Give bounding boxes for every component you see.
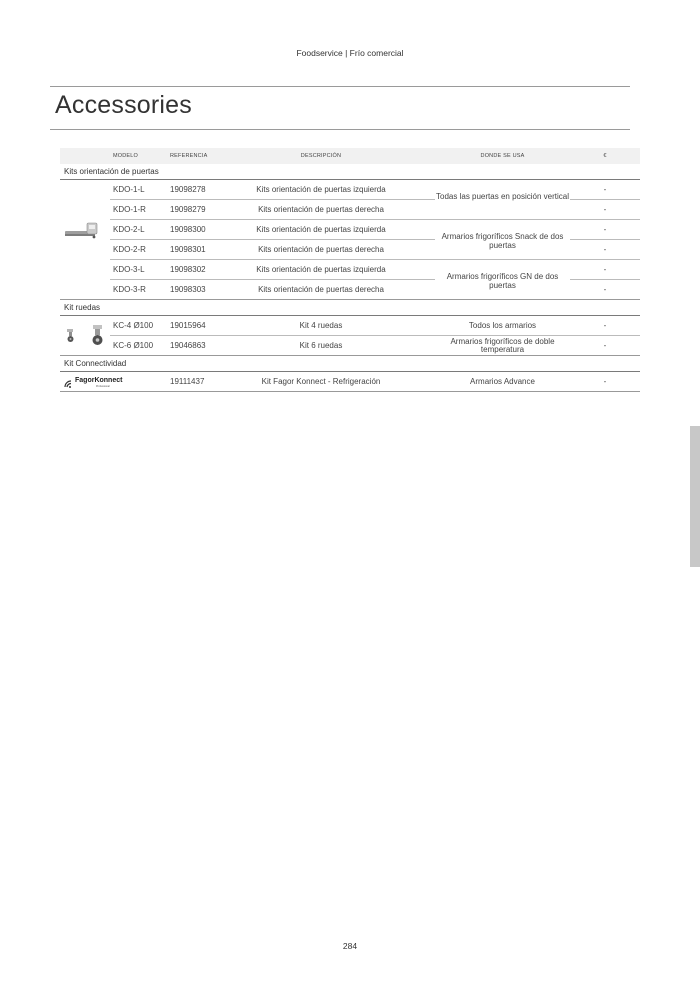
cell-description: Kits orientación de puertas derecha [258,285,384,294]
cell-description: Kits orientación de puertas izquierda [256,185,386,194]
side-section-tab [690,426,700,567]
col-header-model: MODELO [113,153,139,159]
cell-where-merged: Armarios frigoríficos GN de dos puertas [435,273,570,290]
cell-price: - [603,225,607,234]
cell-reference: 19098279 [170,205,206,214]
cell-reference: 19098300 [170,225,206,234]
col-header-where: DONDE SE USA [480,153,525,159]
table-row [60,200,640,220]
wifi-icon [63,377,75,389]
cell-price: - [603,377,607,386]
caster-wheels-image [65,323,105,354]
section-title [60,164,640,180]
cell-model: KDO-2-R [113,245,146,254]
cell-model: KDO-1-R [113,205,146,214]
table-row [60,372,640,392]
cell-where-merged: Armarios frigoríficos Snack de dos puertas [435,233,570,250]
cell-description: Kit Fagor Konnect - Refrigeración [261,377,381,386]
cell-reference: 19098301 [170,245,206,254]
cell-description: Kits orientación de puertas derecha [258,205,384,214]
cell-where: Armarios Advance [470,377,535,386]
page-title: Accessories [55,91,192,119]
cell-model: KDO-3-R [113,285,146,294]
cell-model: KDO-2-L [113,225,145,234]
logo-text: FagorKonnect [75,377,123,384]
cell-model: KC-4 Ø100 [113,321,154,330]
connectivity-group [60,372,640,392]
cell-reference: 19015964 [170,321,206,330]
page-number: 284 [342,941,358,951]
cell-description: Kits orientación de puertas izquierda [256,265,386,274]
cell-description: Kits orientación de puertas izquierda [256,225,386,234]
cell-reference: 19111437 [170,377,205,386]
cell-description: Kit 4 ruedas [299,321,343,330]
cell-price: - [603,265,607,274]
section-title [60,300,640,316]
cell-price: - [603,321,607,330]
cell-reference: 19098302 [170,265,206,274]
cell-price: - [603,285,607,294]
cell-price: - [603,245,607,254]
door-hinge-kit-image [63,218,103,249]
fagor-konnect-logo [63,374,133,390]
header-rule [50,86,630,87]
logo-subtext: Professional [96,385,110,388]
col-header-price: € [603,153,607,159]
running-header: Foodservice | Frío comercial [296,48,404,58]
section-title-text: Kit ruedas [64,303,101,312]
cell-reference: 19098303 [170,285,206,294]
cell-price: - [603,205,607,214]
cell-model: KDO-1-L [113,185,145,194]
cell-price: - [603,341,607,350]
title-rule [50,129,630,130]
col-header-description: DESCRIPCIÓN [300,153,342,159]
table-row [60,336,640,356]
table-header [60,148,640,164]
cell-where: Armarios frigoríficos de doble temperatura [450,337,555,354]
table-row [60,316,640,336]
cell-description: Kits orientación de puertas derecha [258,245,384,254]
cell-model: KDO-3-L [113,265,145,274]
section-title [60,356,640,372]
cell-where-merged: Todas las puertas en posición vertical [436,192,569,201]
accessories-table [60,148,640,392]
cell-reference: 19046863 [170,341,206,350]
cell-description: Kit 6 ruedas [299,341,343,350]
cell-where: Todos los armarios [468,321,537,330]
cell-reference: 19098278 [170,185,206,194]
section-title-text: Kits orientación de puertas [64,167,159,176]
cell-price: - [603,185,607,194]
wheels-group [60,316,640,356]
col-header-reference: REFERENCIA [170,153,208,159]
door-kits-group [60,180,640,300]
section-title-text: Kit Connectividad [64,359,127,368]
cell-model: KC-6 Ø100 [113,341,154,350]
